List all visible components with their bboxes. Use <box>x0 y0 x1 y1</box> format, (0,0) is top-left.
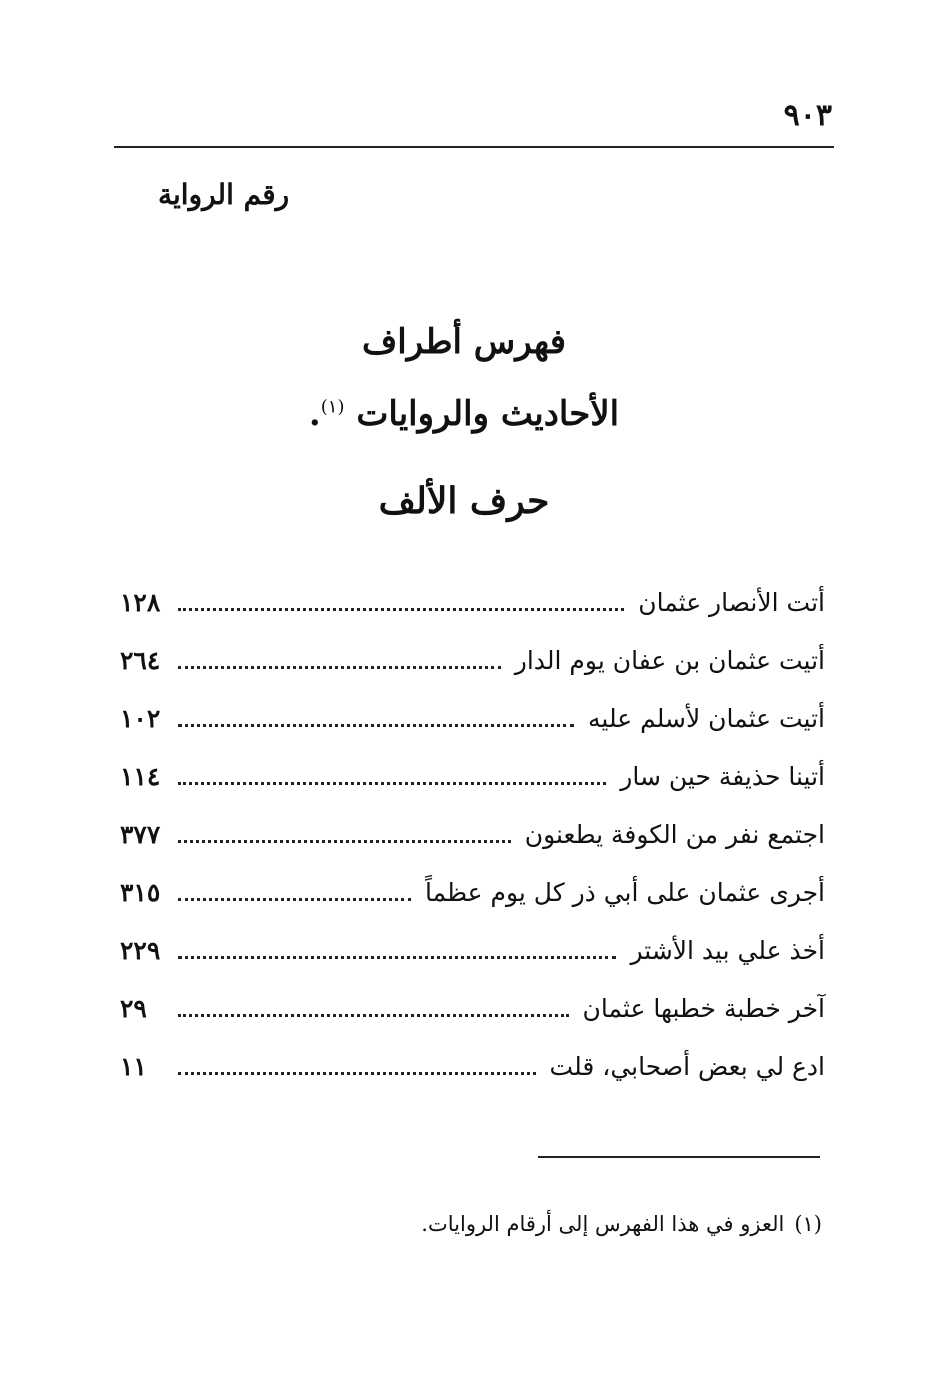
entry-text: أخذ علي بيد الأشتر <box>630 936 825 965</box>
entry-number: ١١ <box>120 1052 147 1081</box>
entry-number: ٣١٥ <box>120 878 161 907</box>
column-label: رقم الرواية <box>158 178 290 211</box>
leader-dots <box>178 782 606 785</box>
entry-number: ٢٢٩ <box>120 936 161 965</box>
title-period: . <box>308 394 321 434</box>
index-entry <box>120 1052 825 1110</box>
index-entry <box>120 994 825 1052</box>
leader-dots <box>178 1072 536 1075</box>
index-title-line2 <box>0 394 928 434</box>
entry-text: أتت الأنصار عثمان <box>638 588 825 617</box>
entry-number: ٢٦٤ <box>120 646 161 675</box>
section-heading: حرف الألف <box>378 480 550 522</box>
footnote-text: العزو في هذا الفهرس إلى أرقام الروايات. <box>421 1212 785 1236</box>
entry-text: أتينا حذيفة حين سار <box>620 762 825 791</box>
entry-number: ٣٧٧ <box>120 820 161 849</box>
index-entry <box>120 820 825 878</box>
leader-dots <box>178 666 501 669</box>
leader-dots <box>178 608 624 611</box>
leader-dots <box>178 840 511 843</box>
index-entry <box>120 704 825 762</box>
entry-number: ٢٩ <box>120 994 147 1023</box>
index-title-line1: فهرس أطراف <box>362 322 566 362</box>
index-entry <box>120 878 825 936</box>
entry-text: اجتمع نفر من الكوفة يطعنون <box>524 820 825 849</box>
footnote-rule <box>538 1156 820 1158</box>
leader-dots <box>178 1014 569 1017</box>
index-entry <box>120 762 825 820</box>
header-rule <box>114 146 834 148</box>
footnote-reference: (١) <box>320 396 345 418</box>
page-number: ٩٠٣ <box>783 98 832 133</box>
leader-dots <box>178 956 616 959</box>
entry-number: ١٠٢ <box>120 704 161 733</box>
entry-text: آخر خطبة خطبها عثمان <box>582 994 825 1023</box>
footnote <box>421 1212 822 1236</box>
entry-text: أتيت عثمان بن عفان يوم الدار <box>514 646 825 675</box>
entry-text: أتيت عثمان لأسلم عليه <box>588 704 825 733</box>
entry-number: ١١٤ <box>120 762 161 791</box>
index-entry <box>120 588 825 646</box>
entry-text: ادع لي بعض أصحابي، قلت <box>549 1052 825 1081</box>
index-title-line2-text: الأحاديث والروايات <box>356 394 620 434</box>
index-entries <box>120 588 825 1110</box>
entry-text: أجرى عثمان على أبي ذر كل يوم عظماً <box>425 878 825 907</box>
index-entry <box>120 936 825 994</box>
entry-number: ١٢٨ <box>120 588 161 617</box>
leader-dots <box>178 898 411 901</box>
footnote-mark: (١) <box>794 1212 822 1236</box>
leader-dots <box>178 724 574 727</box>
index-entry <box>120 646 825 704</box>
